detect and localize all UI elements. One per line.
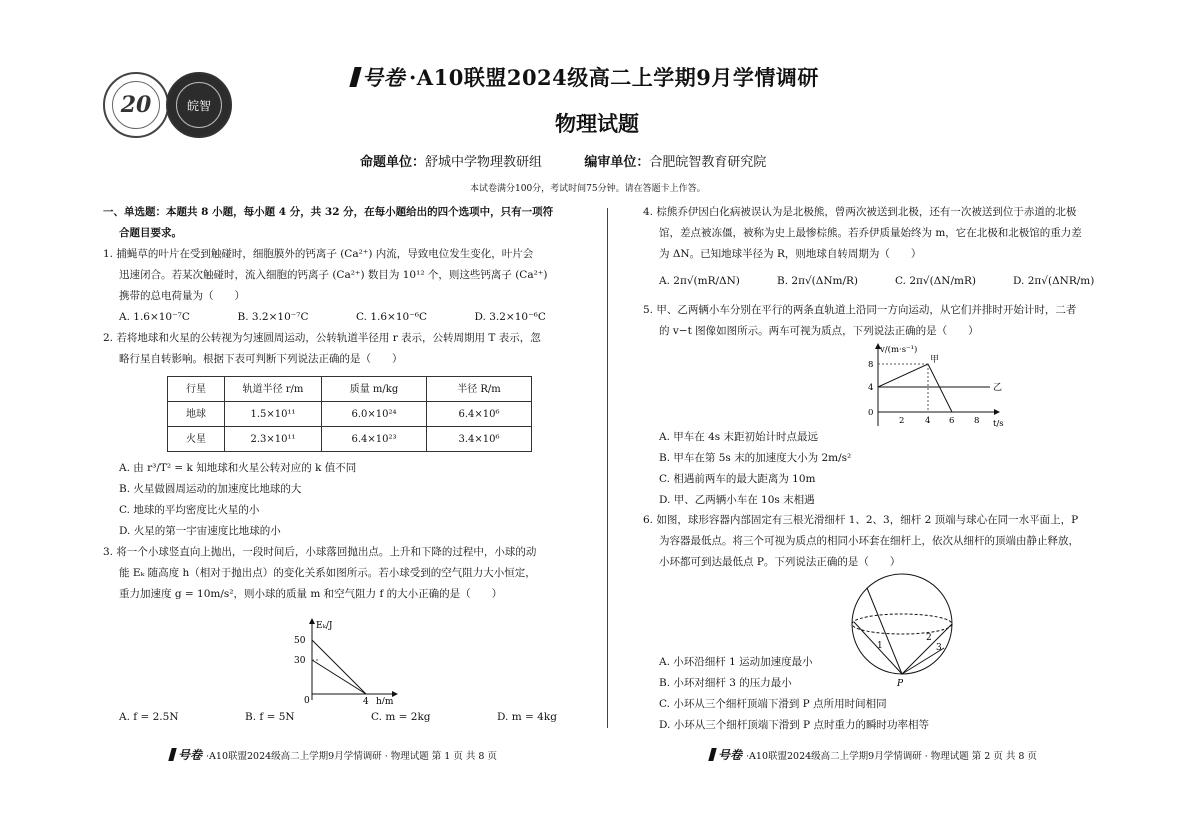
yi-label: 乙 [993,383,1003,393]
y-tick: 50 [294,636,306,646]
q2-line: 2. 若将地球和火星的公转视为匀速圆周运动，公转轨道半径用 r 表示，公转周期用 T 表示，忽 [103,332,541,344]
x-label: h/m [376,697,394,704]
table-header: 轨道半径 r/m [225,377,322,402]
left-column [103,202,593,605]
q5-option-a: A. 甲车在 4s 末距初始计时点最远 [659,431,819,443]
table-cell: 6.4×10²³ [322,427,427,452]
q3-line: 能 Eₖ 随高度 h（相对于抛出点）的变化关系如图所示。若小球受到的空气阻力大小恒定， [119,567,536,579]
q1-option-c: C. 1.6×10⁻⁶C [356,311,427,323]
q4-option-a: A. 2π√(mR/ΔN) [659,275,740,287]
wanzhi-education-logo: 皖智 [166,72,232,138]
table-header: 质量 m/kg [322,377,427,402]
q5-line: 的 v−t 图像如图所示。两车可视为质点，下列说法正确的是（ ） [659,325,979,337]
q4-line: 馆，差点被冻僵，被称为史上最惨棕熊。若乔伊质量始终为 m，它在北极和北极馆的重力差 [659,227,1082,239]
table-row [168,402,532,427]
authoring-units: 命题单位：舒城中学物理教研组 编审单位：合肥皖智教育研究院 [360,155,767,170]
y-tick: 0 [868,408,874,418]
exam-note: 本试卷满分100分，考试时间75分钟。请在答题卡上作答。 [470,184,706,194]
table-cell: 3.4×10⁶ [427,427,532,452]
question-4 [643,202,1123,292]
question-6 [643,510,1123,573]
q1-option-d: D. 3.2×10⁻⁶C [474,311,546,323]
q3-option-b: B. f = 5N [245,711,295,723]
exam-title: 号卷 ·A10联盟2024级高二上学期9月学情调研 [352,62,819,92]
q4-option-c: C. 2π√(ΔN/mR) [895,275,976,287]
q2-option-b: B. 火星做圆周运动的加速度比地球的大 [119,483,302,495]
y-tick: 4 [868,383,874,393]
table-cell: 2.3×10¹¹ [225,427,322,452]
y-tick: 8 [868,360,874,370]
q6-line: 为容器最低点。将三个可视为质点的相同小环套在细杆上，依次从细杆的顶端由静止释放， [659,535,1079,547]
table-cell: 6.4×10⁶ [427,402,532,427]
q4-line: 4. 棕熊乔伊因白化病被误认为是北极熊，曾两次被送到北极，还有一次被送到位于赤道的北极 [643,206,1077,218]
vt-graph [850,342,1020,430]
q6-option-d: D. 小环从三个细杆顶端下滑到 P 点时重力的瞬时功率相等 [659,719,929,731]
footer-brand-logo: 号卷 [710,746,742,763]
q2-option-c: C. 地球的平均密度比火星的小 [119,504,260,516]
equator-ellipse [852,614,952,634]
footer-right: 号卷 ·A10联盟2024级高二上学期9月学情调研 · 物理试题 第 2 页 共 8 页 [710,746,1037,763]
y-axis-arrow [309,618,315,624]
table-header: 半径 R/m [427,377,532,402]
x-tick: 6 [949,416,955,426]
x-label: t/s [993,419,1004,429]
jia-label: 甲 [930,355,940,365]
y-tick: 30 [294,656,306,666]
column-divider [607,208,608,728]
q6-option-b: B. 小环对细杆 3 的压力最小 [659,677,792,689]
q3-option-d: D. m = 4kg [497,711,557,723]
q2-option-a: A. 由 r³/T² = k 知地球和火星公转对应的 k 值不同 [119,462,357,474]
table-cell: 6.0×10²⁴ [322,402,427,427]
q1-option-b: B. 3.2×10⁻⁷C [237,311,309,323]
table-cell: 1.5×10¹¹ [225,402,322,427]
q6-option-c: C. 小环从三个细杆顶端下滑到 P 点所用时间相同 [659,698,887,710]
x-tick: 2 [899,416,905,426]
question-5 [643,300,1123,342]
exam-subtitle: 物理试题 [555,111,639,136]
brand-logo: 号卷 [352,62,405,92]
q2-line: 略行星自转影响。根据下表可判断下列说法正确的是（ ） [119,353,403,365]
q5-line: 5. 甲、乙两辆小车分别在平行的两条直轨道上沿同一方向运动，从它们并排时开始计时，二者 [643,304,1077,316]
table-row [168,427,532,452]
school-seal-logo: 20 [103,72,169,138]
q3-options [119,707,609,728]
rod-3-label: 3 [936,643,942,653]
x-tick: 8 [974,416,980,426]
section-heading-cont: 合题目要求。 [119,227,182,239]
y-label: v/(m·s⁻¹) [880,345,918,355]
q4-option-d: D. 2π√(ΔNR/m) [1013,275,1095,287]
q1-line: 携带的总电荷量为（ ） [119,290,245,302]
ek-h-graph [290,616,400,704]
x-tick: 4 [925,416,931,426]
q5-option-b: B. 甲车在第 5s 末的加速度大小为 2m/s² [659,452,852,464]
table-header: 行星 [168,377,225,402]
q6-option-a: A. 小环沿细杆 1 运动加速度最小 [659,656,813,668]
q4-line: 为 ΔN。已知地球半径为 R，则地球自转周期为（ ） [659,248,922,260]
q5-option-d: D. 甲、乙两辆小车在 10s 末相遇 [659,494,815,506]
section-heading: 一、单选题：本题共 8 小题，每小题 4 分，共 32 分，在每小题给出的四个选项中，只有一项符 [103,206,554,218]
q1-line: 迅速闭合。若某次触碰时，流入细胞的钙离子 (Ca²⁺) 数目为 10¹² 个，则这些钙离子 (Ca²⁺) [119,269,548,281]
right-column [643,202,1123,342]
q3-option-c: C. m = 2kg [371,711,431,723]
footer-left: 号卷 ·A10联盟2024级高二上学期9月学情调研 · 物理试题 第 1 页 共 8 页 [170,746,497,763]
q3-line: 重力加速度 g = 10m/s²，则小球的质量 m 和空气阻力 f 的大小正确的是（ ） [119,588,503,600]
q6-options [659,652,1119,736]
table-cell: 地球 [168,402,225,427]
question-2 [103,328,593,542]
planet-table [167,376,532,452]
q6-line: 小环都可到达最低点 P。下列说法正确的是（ ） [659,556,901,568]
rod-1-label: 1 [877,641,883,651]
table-cell: 火星 [168,427,225,452]
jia-line [878,364,952,412]
question-1 [103,244,593,328]
y-label: Eₖ/J [316,621,333,631]
question-3 [103,542,593,605]
x-tick: 4 [363,697,369,704]
q5-option-c: C. 相遇前两车的最大距离为 10m [659,473,816,485]
q4-option-b: B. 2π√(ΔNm/R) [777,275,859,287]
q3-line: 3. 将一个小球竖直向上抛出，一段时间后，小球落回抛出点。上升和下降的过程中，小球的动 [103,546,537,558]
rod-2-label: 2 [926,633,932,643]
x-axis-arrow [994,409,1000,415]
q1-line: 1. 捕蝇草的叶片在受到触碰时，细胞膜外的钙离子 (Ca²⁺) 内流，导致电位发生变化，叶片会 [103,248,534,260]
q6-line: 6. 如图，球形容器内部固定有三根光滑细杆 1、2、3，细杆 2 顶端与球心在同一水平面上，P [643,514,1079,526]
q5-options [659,427,1119,511]
q2-option-d: D. 火星的第一宇宙速度比地球的小 [119,525,281,537]
point-p-label: P [897,679,904,689]
q1-option-a: A. 1.6×10⁻⁷C [119,311,190,323]
ek-line-down [312,660,366,694]
origin-label: 0 [304,696,310,704]
ek-line-up [312,640,366,694]
q3-option-a: A. f = 2.5N [119,711,179,723]
footer-brand-logo: 号卷 [170,746,202,763]
